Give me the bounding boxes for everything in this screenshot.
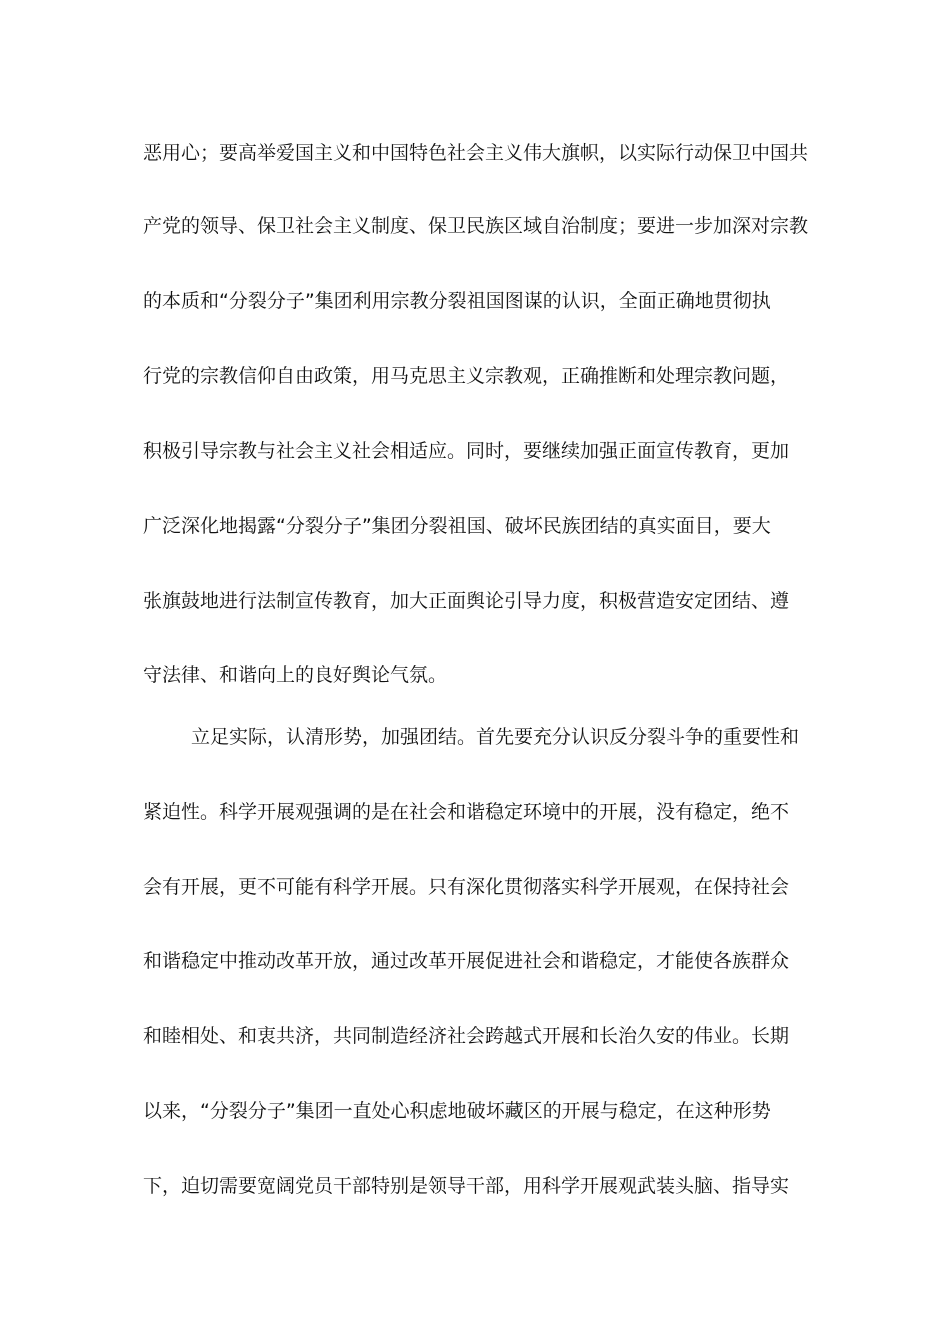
text-line: 恶用心；要高举爱国主义和中国特色社会主义伟大旗帜，以实际行动保卫中国共 [143, 142, 809, 164]
paragraph-start-line: 立足实际，认清形势，加强团结。首先要充分认识反分裂斗争的重要性和 [191, 726, 800, 748]
text-line: 下，迫切需要宽阔党员干部特别是领导干部，用科学开展观武装头脑、指导实 [143, 1175, 790, 1197]
text-line: 的本质和“分裂分子”集团利用宗教分裂祖国图谋的认识，全面正确地贯彻执 [143, 290, 771, 312]
text-line: 和睦相处、和衷共济，共同制造经济社会跨越式开展和长治久安的伟业。长期 [143, 1025, 790, 1047]
text-line: 会有开展，更不可能有科学开展。只有深化贯彻落实科学开展观，在保持社会 [143, 876, 790, 898]
text-line: 守法律、和谐向上的良好舆论气氛。 [143, 664, 448, 686]
text-line: 广泛深化地揭露“分裂分子”集团分裂祖国、破坏民族团结的真实面目，要大 [143, 515, 771, 537]
text-line: 以来，“分裂分子”集团一直处心积虑地破坏藏区的开展与稳定，在这种形势 [143, 1100, 771, 1122]
text-line: 紧迫性。科学开展观强调的是在社会和谐稳定环境中的开展，没有稳定，绝不 [143, 801, 790, 823]
text-line: 行党的宗教信仰自由政策，用马克思主义宗教观，正确推断和处理宗教问题， [143, 365, 790, 387]
text-line: 和谐稳定中推动改革开放，通过改革开展促进社会和谐稳定，才能使各族群众 [143, 950, 790, 972]
text-line: 产党的领导、保卫社会主义制度、保卫民族区域自治制度；要进一步加深对宗教 [143, 215, 809, 237]
text-line: 积极引导宗教与社会主义社会相适应。同时，要继续加强正面宣传教育，更加 [143, 440, 790, 462]
text-line: 张旗鼓地进行法制宣传教育，加大正面舆论引导力度，积极营造安定团结、遵 [143, 590, 790, 612]
